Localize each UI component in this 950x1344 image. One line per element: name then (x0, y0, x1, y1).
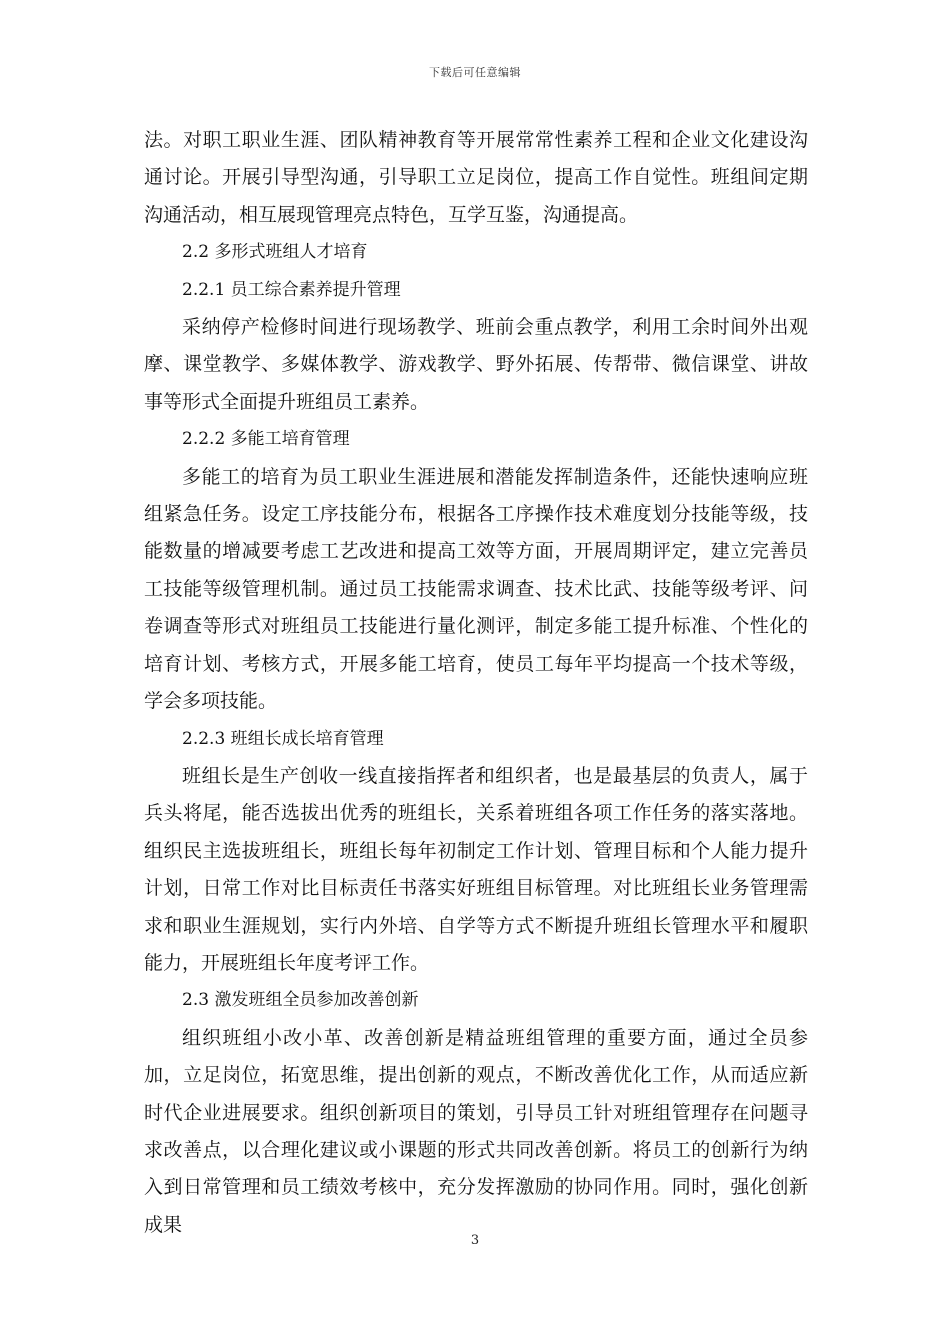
section-heading-2-2-1: 2.2.1 员工综合素养提升管理 (182, 279, 401, 300)
paragraph-continuation: 法。对职工职业生涯、团队精神教育等开展常常性素养工程和企业文化建设沟通讨论。开展引导型沟通，引导职工立足岗位，提高工作自觉性。班组间定期沟通活动，相互展现管理亮点特色，互学互鉴，沟通提高。 (144, 129, 808, 226)
page-header: 下载后可任意编辑 (429, 66, 521, 79)
section-heading-2-2-2: 2.2.2 多能工培育管理 (182, 429, 350, 450)
section-heading-2-2-3: 2.2.3 班组长成长培育管理 (182, 728, 384, 749)
paragraph-team-leader-growth: 班组长是生产创收一线直接指挥者和组织者，也是最基层的负责人，属于兵头将尾，能否选拔出优秀的班组长，关系着班组各项工作任务的落实落地。组织民主选拔班组长，班组长每年初制定工作计划、管理目标和个人能力提升计划，日常工作对比目标责任书落实好班组目标管理。对比班组长业务管理需求和职业生涯规划，实行内外培、自学等方式不断提升班组长管理水平和履职能力，开展班组长年度考评工作。 (144, 764, 808, 974)
section-heading-2-2: 2.2 多形式班组人才培育 (182, 242, 368, 263)
document-body (144, 122, 808, 1244)
paragraph-multi-skill-training: 多能工的培育为员工职业生涯进展和潜能发挥制造条件，还能快速响应班组紧急任务。设定工序技能分布，根据各工序操作技术难度划分技能等级，技能数量的增减要考虑工艺改进和提高工效等方面，开展周期评定，建立完善员工技能等级管理机制。通过员工技能需求调查、技术比武、技能等级考评、问卷调查等形式对班组员工技能进行量化测评，制定多能工提升标准、个性化的培育计划、考核方式，开展多能工培育，使员工每年平均提高一个技术等级，学会多项技能。 (144, 465, 808, 713)
section-heading-2-3: 2.3 激发班组全员参加改善创新 (182, 990, 419, 1011)
paragraph-employee-quality: 采纳停产检修时间进行现场教学、班前会重点教学，利用工余时间外出观摩、课堂教学、多媒体教学、游戏教学、野外拓展、传帮带、微信课堂、讲故事等形式全面提升班组员工素养。 (144, 316, 808, 413)
page-number: 3 (470, 1233, 480, 1248)
paragraph-improvement-innovation: 组织班组小改小革、改善创新是精益班组管理的重要方面，通过全员参加，立足岗位，拓宽思维，提出创新的观点，不断改善优化工作，从而适应新时代企业进展要求。组织创新项目的策划，引导员工针对班组管理存在问题寻求改善点，以合理化建议或小课题的形式共同改善创新。将员工的创新行为纳入到日常管理和员工绩效考核中，充分发挥激励的协同作用。同时，强化创新成果 (144, 1026, 808, 1236)
